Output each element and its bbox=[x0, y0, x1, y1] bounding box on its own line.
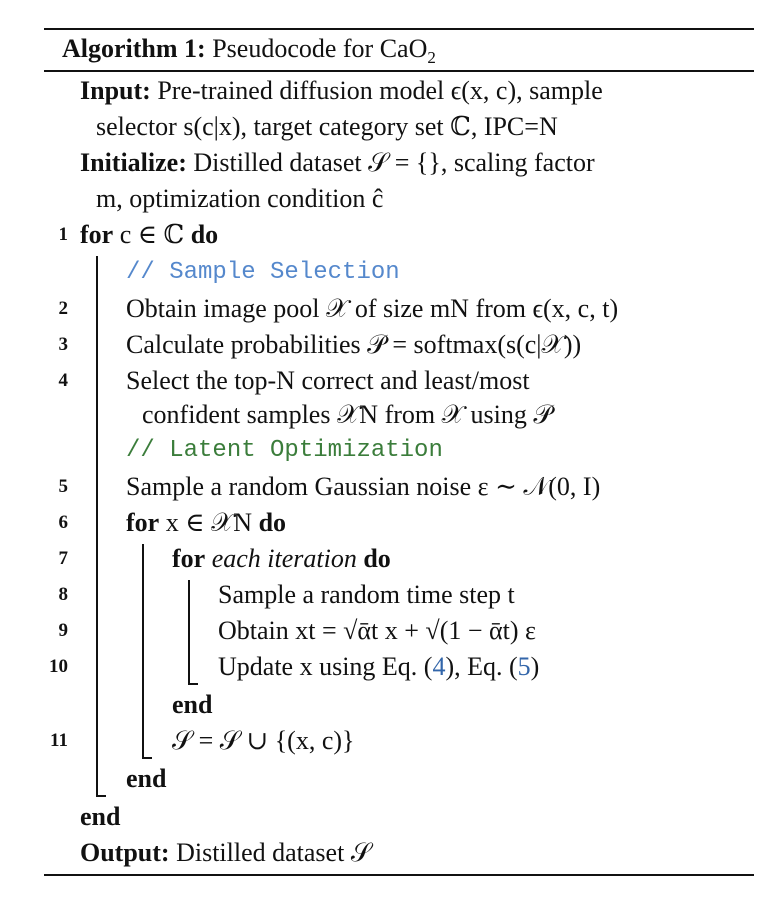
line-number: 4 bbox=[58, 370, 68, 391]
comment-latent-optimization: // Latent Optimization bbox=[126, 437, 443, 464]
line-number: 6 bbox=[58, 512, 68, 533]
algorithm-caption bbox=[62, 32, 436, 75]
line-number: 8 bbox=[58, 584, 68, 605]
output-label: Output: bbox=[80, 838, 170, 867]
update-text-mid: ), Eq. ( bbox=[445, 652, 518, 681]
equation-reference-link[interactable]: 5 bbox=[517, 652, 531, 681]
initialize-text-1: Distilled dataset 𝒮 = {}, scaling factor bbox=[193, 148, 595, 177]
for-loop-categories bbox=[80, 218, 218, 252]
keyword-for: for bbox=[172, 544, 206, 573]
keyword-do: do bbox=[258, 508, 287, 537]
keyword-for: for bbox=[126, 508, 160, 537]
step-sample-timestep: Sample a random time step t bbox=[218, 580, 515, 609]
line-number: 10 bbox=[49, 656, 68, 677]
for-loop-samples bbox=[126, 506, 286, 540]
update-text-post: ) bbox=[530, 652, 540, 681]
comment-sample-selection: // Sample Selection bbox=[126, 259, 400, 286]
outer-loop-bar bbox=[96, 256, 98, 796]
loop-condition: x ∈ 𝒳N bbox=[159, 508, 259, 537]
step-obtain-xt bbox=[218, 614, 536, 648]
keyword-do: do bbox=[190, 220, 219, 249]
line-number: 1 bbox=[58, 224, 68, 245]
line-number: 9 bbox=[58, 620, 68, 641]
step-update-x bbox=[218, 650, 539, 684]
line-number: 11 bbox=[50, 730, 68, 751]
inner-loop-bar bbox=[188, 580, 190, 684]
input-text-1: Pre-trained diffusion model ϵ(x, c), sample bbox=[157, 76, 603, 105]
keyword-for: for bbox=[80, 220, 114, 249]
middle-loop-hook bbox=[142, 757, 152, 759]
step-sample-noise: Sample a random Gaussian noise ε ∼ 𝒩(0, I) bbox=[126, 472, 601, 501]
caption-label: Algorithm 1: bbox=[62, 34, 206, 63]
step-select-top-n-2: confident samples 𝒳N from 𝒳 using 𝒫 bbox=[142, 400, 553, 429]
line-number: 2 bbox=[58, 298, 68, 319]
initialize-line-2 bbox=[96, 182, 383, 216]
input-text-2: selector s(c|x), target category set ℂ, IPC=N bbox=[96, 112, 558, 141]
noising-formula: √ᾱt x + √(1 − ᾱt) ε bbox=[343, 616, 536, 645]
line-number: 7 bbox=[58, 548, 68, 569]
input-label: Input: bbox=[80, 76, 151, 105]
end-inner-loop: end bbox=[172, 690, 213, 719]
caption-subscript: 2 bbox=[427, 48, 436, 68]
initialize-text-2: m, optimization condition ĉ bbox=[96, 184, 384, 213]
bottom-rule bbox=[44, 874, 754, 876]
middle-loop-bar bbox=[142, 544, 144, 758]
step-add-to-dataset: 𝒮 = 𝒮 ∪ {(x, c)} bbox=[172, 726, 355, 755]
output-text: Distilled dataset 𝒮 bbox=[176, 838, 371, 867]
for-loop-iterations bbox=[172, 542, 391, 576]
end-middle-loop: end bbox=[126, 764, 167, 793]
caption-text: Pseudocode for CaO bbox=[212, 34, 428, 63]
line-number: 5 bbox=[58, 476, 68, 497]
input-line-1 bbox=[80, 74, 603, 108]
loop-condition: c ∈ ℂ bbox=[113, 220, 191, 249]
step-obtain-xt-prefix: Obtain xt = bbox=[218, 616, 344, 645]
step-calc-probabilities: Calculate probabilities 𝒫 = softmax(s(c|𝒳)) bbox=[126, 330, 582, 359]
top-rule bbox=[44, 28, 754, 30]
equation-reference-link[interactable]: 4 bbox=[432, 652, 446, 681]
loop-condition: each iteration bbox=[211, 544, 357, 573]
end-outer-loop: end bbox=[80, 802, 121, 831]
step-select-top-n-1: Select the top-N correct and least/most bbox=[126, 366, 530, 395]
initialize-line-1 bbox=[80, 146, 595, 180]
input-line-2 bbox=[96, 110, 558, 144]
initialize-label: Initialize: bbox=[80, 148, 187, 177]
inner-loop-hook bbox=[188, 683, 198, 685]
line-number: 3 bbox=[58, 334, 68, 355]
output-line bbox=[80, 836, 371, 870]
outer-loop-hook bbox=[96, 795, 106, 797]
keyword-do: do bbox=[363, 544, 391, 573]
update-text-pre: Update x using Eq. ( bbox=[218, 652, 433, 681]
step-obtain-pool: Obtain image pool 𝒳 of size mN from ϵ(x, c, t) bbox=[126, 294, 619, 323]
